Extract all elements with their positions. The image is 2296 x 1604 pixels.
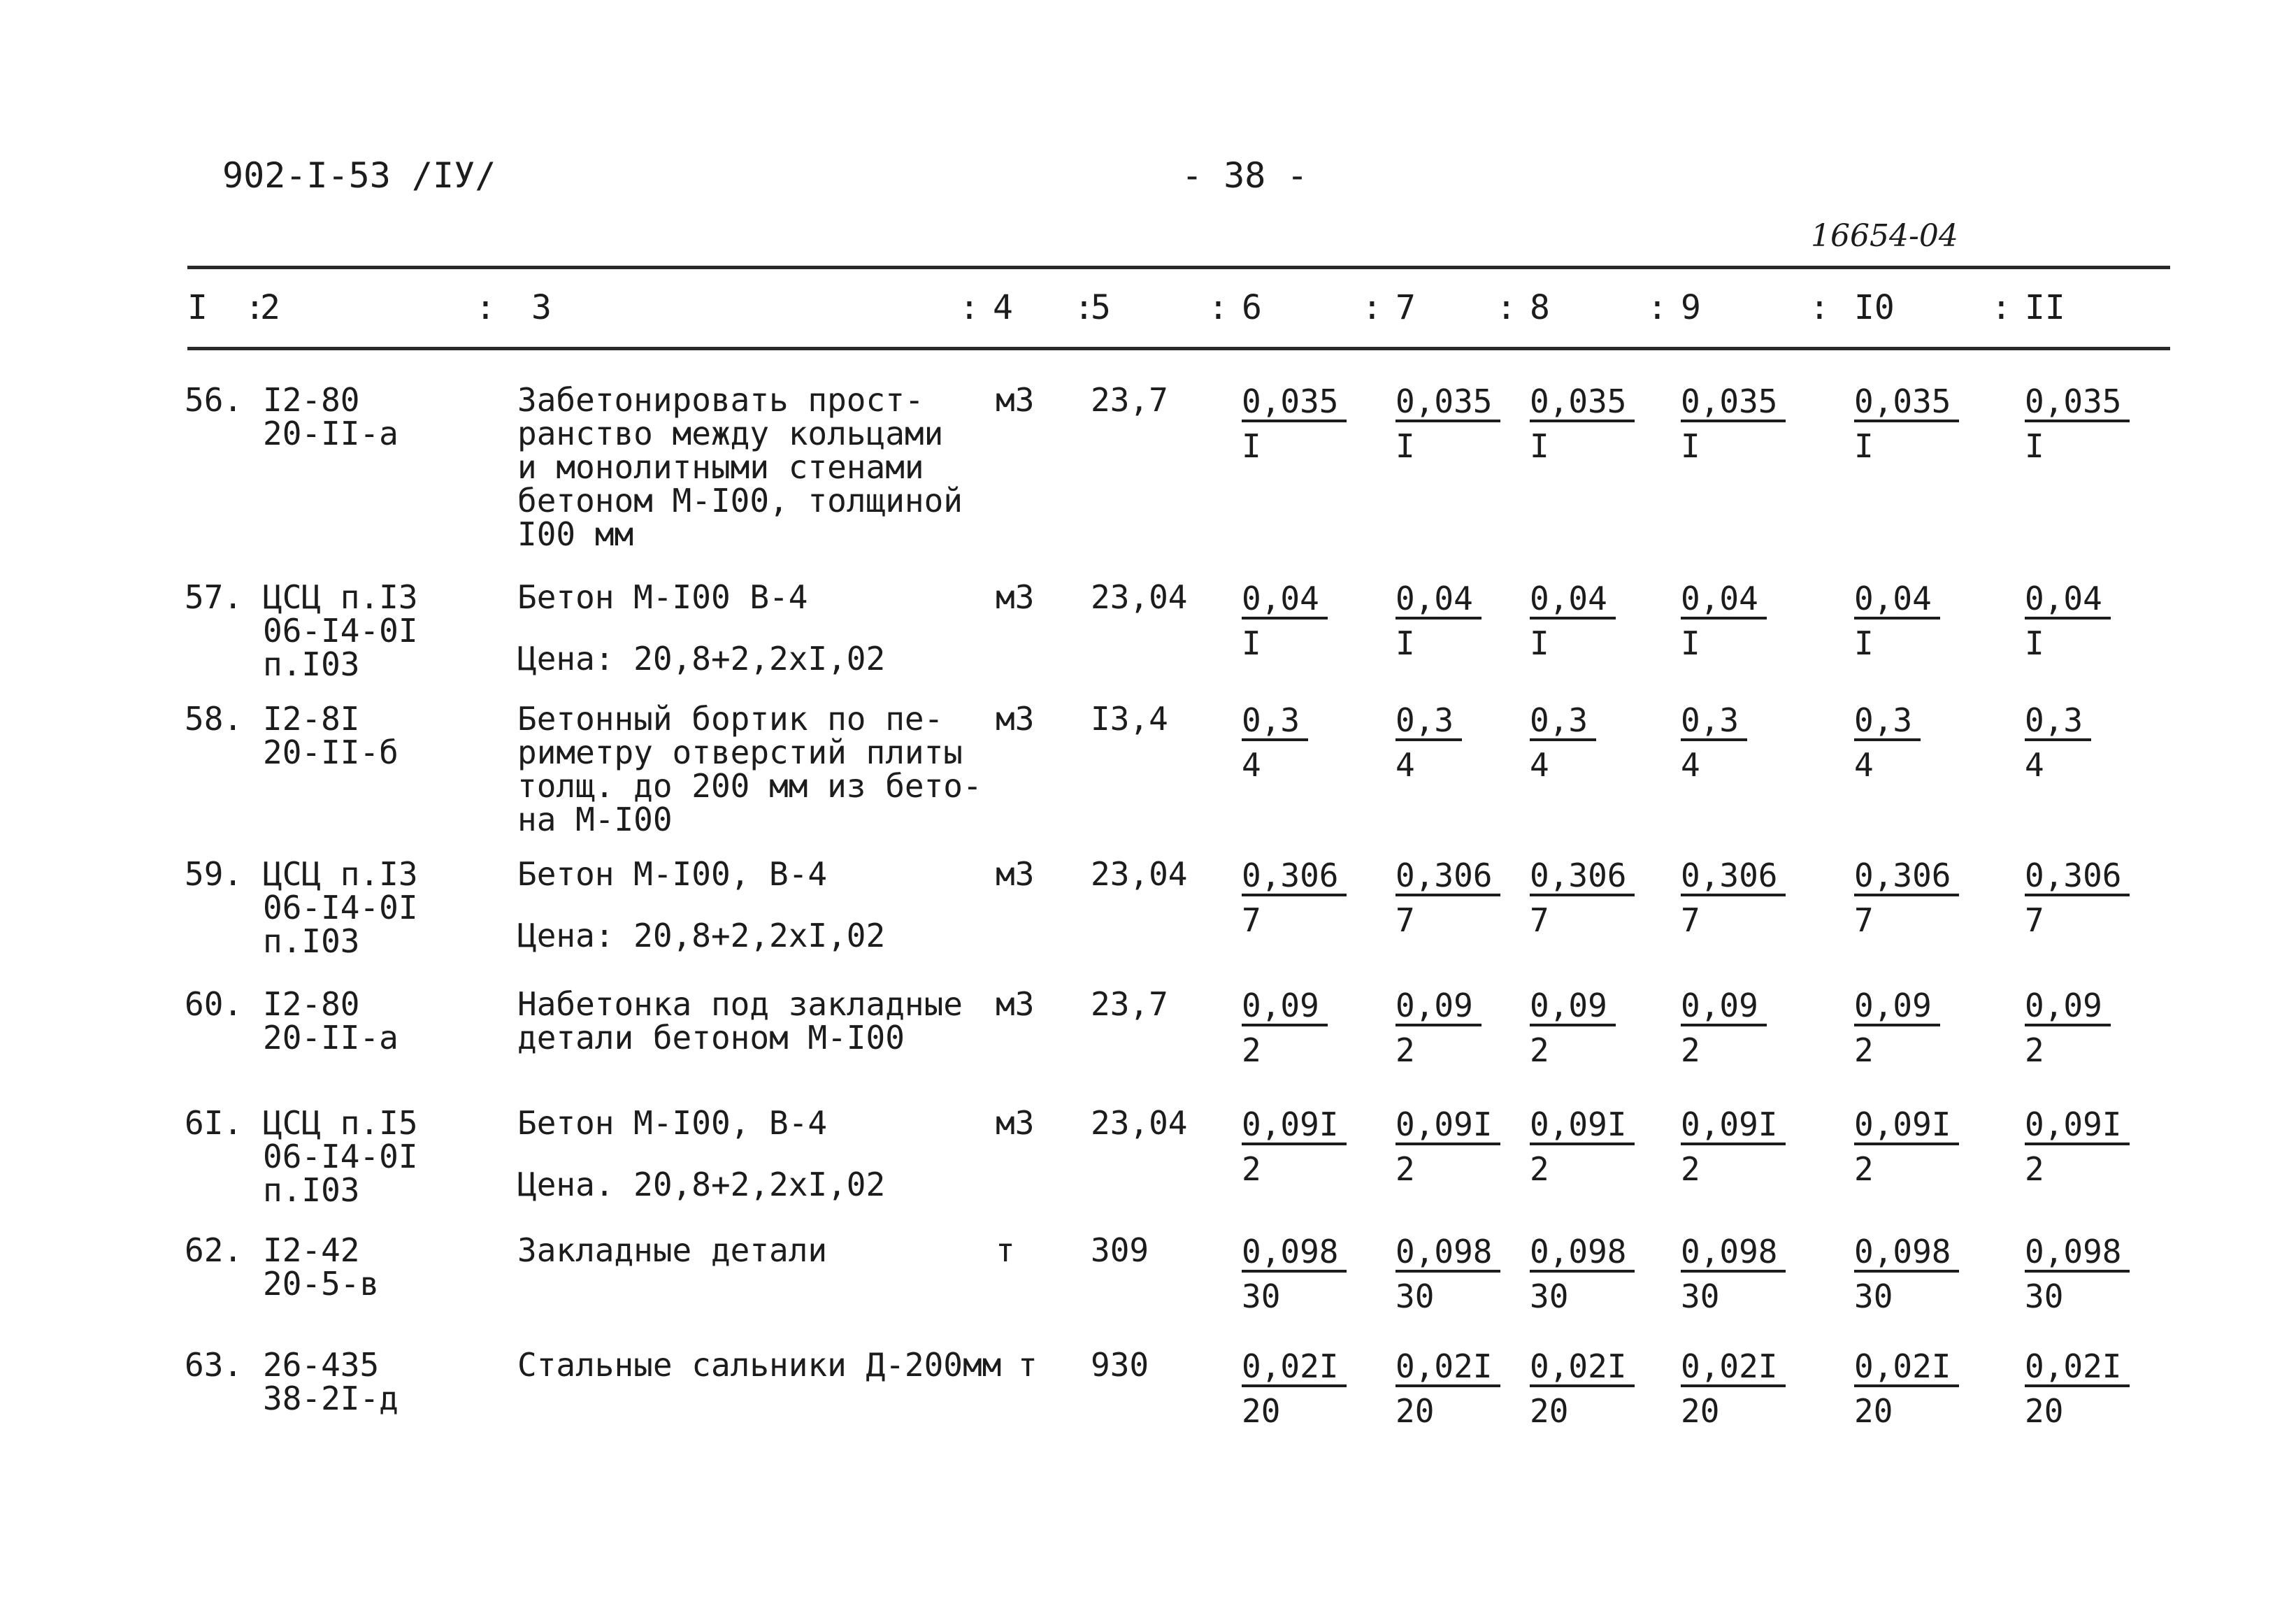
quantity-fraction — [2025, 857, 2130, 938]
row-number: 59. — [185, 855, 243, 893]
description-line: Бетон М-I00, В-4 — [517, 1104, 828, 1142]
fraction-numerator: 0,306 — [2025, 857, 2130, 896]
fraction-numerator: 0,09 — [2025, 987, 2111, 1026]
fraction-numerator: 0,035 — [1854, 383, 1959, 422]
fraction-denominator: I — [1681, 624, 1700, 662]
quantity-fraction — [1681, 580, 1767, 661]
description-line: Стальные сальники Д-200мм — [517, 1346, 1002, 1384]
quantity-fraction — [1854, 383, 1959, 464]
fraction-numerator: 0,02I — [2025, 1348, 2130, 1387]
fraction-denominator: I — [1854, 427, 1874, 465]
fraction-denominator: 20 — [1395, 1392, 1435, 1430]
quantity-fraction — [1854, 1233, 1959, 1315]
quantity-fraction — [1395, 702, 1462, 783]
column-header: 7 — [1395, 288, 1416, 327]
fraction-denominator: 2 — [1681, 1031, 1700, 1069]
fraction-numerator: 0,306 — [1242, 857, 1347, 896]
norm-code-line: 20-II-a — [263, 415, 399, 452]
quantity-fraction — [1530, 1348, 1635, 1429]
quantity-fraction — [1681, 857, 1786, 938]
description-line: Бетон М-I00, В-4 — [517, 855, 828, 893]
price-formula: Цена: 20,8+2,2xI,02 — [517, 917, 886, 954]
fraction-numerator: 0,098 — [1681, 1233, 1786, 1273]
column-separator: : — [475, 288, 496, 327]
quantity-fraction — [1395, 580, 1481, 661]
fraction-denominator: 30 — [1242, 1277, 1281, 1315]
quantity-fraction — [1395, 1233, 1500, 1315]
fraction-numerator: 0,04 — [1530, 580, 1616, 620]
unit-cost: 23,04 — [1091, 1104, 1188, 1142]
unit-of-measure: м3 — [996, 700, 1035, 738]
norm-code — [263, 580, 418, 681]
fraction-denominator: 30 — [1530, 1277, 1569, 1315]
row-number: 6I. — [185, 1104, 243, 1142]
fraction-denominator: 20 — [1854, 1392, 1893, 1430]
fraction-numerator: 0,3 — [1395, 702, 1462, 741]
quantity-fraction — [1681, 383, 1786, 464]
quantity-fraction — [1395, 857, 1500, 938]
fraction-numerator: 0,3 — [1854, 702, 1921, 741]
fraction-numerator: 0,306 — [1530, 857, 1635, 896]
fraction-numerator: 0,04 — [1242, 580, 1328, 620]
quantity-fraction — [1242, 857, 1347, 938]
fraction-numerator: 0,02I — [1242, 1348, 1347, 1387]
norm-code-line: I2-42 — [263, 1231, 360, 1269]
fraction-numerator: 0,09I — [1854, 1106, 1959, 1145]
header-bottom-rule — [187, 347, 2170, 350]
fraction-numerator: 0,035 — [1395, 383, 1500, 422]
fraction-denominator: 4 — [1395, 746, 1415, 784]
fraction-numerator: 0,02I — [1395, 1348, 1500, 1387]
unit-of-measure: м3 — [996, 855, 1035, 893]
norm-code-line: п.I03 — [263, 1171, 360, 1209]
fraction-denominator: 2 — [1530, 1150, 1549, 1188]
fraction-numerator: 0,09I — [2025, 1106, 2130, 1145]
quantity-fraction — [1242, 580, 1328, 661]
quantity-fraction — [1242, 1348, 1347, 1429]
quantity-fraction — [1242, 1233, 1347, 1315]
quantity-fraction — [2025, 702, 2091, 783]
unit-cost: 23,04 — [1091, 578, 1188, 616]
column-header: I — [187, 288, 208, 327]
fraction-numerator: 0,3 — [2025, 702, 2091, 741]
column-separator: : — [1074, 288, 1094, 327]
fraction-denominator: I — [1395, 624, 1415, 662]
fraction-denominator: 30 — [2025, 1277, 2064, 1315]
description-line: Забетонировать прост- — [517, 381, 924, 419]
fraction-numerator: 0,098 — [1395, 1233, 1500, 1273]
fraction-denominator: 2 — [1395, 1031, 1415, 1069]
document-code: 902-I-53 /IУ/ — [222, 155, 496, 196]
fraction-denominator: 2 — [1681, 1150, 1700, 1188]
quantity-fraction — [1854, 702, 1921, 783]
fraction-numerator: 0,098 — [1854, 1233, 1959, 1273]
norm-code-line: ЦСЦ п.I3 — [263, 578, 418, 616]
norm-code — [263, 985, 399, 1057]
norm-code — [263, 1348, 399, 1415]
fraction-numerator: 0,04 — [1681, 580, 1767, 620]
norm-code-line: п.I03 — [263, 922, 360, 960]
norm-code-line: I2-80 — [263, 381, 360, 419]
fraction-numerator: 0,04 — [1395, 580, 1481, 620]
fraction-denominator: 4 — [2025, 746, 2044, 784]
quantity-fraction — [1681, 1106, 1786, 1187]
norm-code-line: п.I03 — [263, 645, 360, 683]
column-header: 3 — [531, 288, 552, 327]
column-separator: : — [1362, 288, 1382, 327]
fraction-numerator: 0,09 — [1242, 987, 1328, 1026]
fraction-denominator: 7 — [1681, 901, 1700, 939]
quantity-fraction — [2025, 1106, 2130, 1187]
fraction-denominator: 7 — [1395, 901, 1415, 939]
norm-code-line: 20-II-б — [263, 733, 399, 771]
fraction-denominator: 30 — [1395, 1277, 1435, 1315]
fraction-numerator: 0,09 — [1854, 987, 1940, 1026]
fraction-numerator: 0,09 — [1395, 987, 1481, 1026]
fraction-numerator: 0,04 — [2025, 580, 2111, 620]
quantity-fraction — [1242, 1106, 1347, 1187]
fraction-denominator: 30 — [1681, 1277, 1720, 1315]
description-line: Бетонный бортик по пе- — [517, 700, 944, 738]
fraction-numerator: 0,098 — [1242, 1233, 1347, 1273]
fraction-denominator: 20 — [1242, 1392, 1281, 1430]
quantity-fraction — [1681, 702, 1747, 783]
work-description — [517, 985, 1049, 1057]
column-header: II — [2025, 288, 2065, 327]
fraction-numerator: 0,09I — [1395, 1106, 1500, 1145]
quantity-fraction — [1242, 987, 1328, 1068]
unit-cost: 930 — [1091, 1346, 1149, 1384]
description-line: Набетонка под закладные — [517, 985, 963, 1023]
quantity-fraction — [1395, 987, 1481, 1068]
work-description — [517, 578, 1049, 678]
fraction-denominator: 2 — [1854, 1031, 1874, 1069]
fraction-denominator: 7 — [1530, 901, 1549, 939]
fraction-denominator: I — [2025, 427, 2044, 465]
description-line: риметру отверстий плиты — [517, 733, 963, 771]
quantity-fraction — [1530, 383, 1635, 464]
quantity-fraction — [1854, 1106, 1959, 1187]
fraction-denominator: 20 — [1530, 1392, 1569, 1430]
quantity-fraction — [1854, 580, 1940, 661]
unit-of-measure: м3 — [996, 578, 1035, 616]
fraction-numerator: 0,09I — [1242, 1106, 1347, 1145]
header-top-rule — [187, 266, 2170, 269]
quantity-fraction — [1530, 580, 1616, 661]
row-number: 57. — [185, 578, 243, 616]
fraction-denominator: I — [1681, 427, 1700, 465]
row-number: 56. — [185, 381, 243, 419]
work-description — [517, 383, 1049, 551]
unit-of-measure: м3 — [996, 381, 1035, 419]
fraction-denominator: 2 — [1242, 1150, 1261, 1188]
quantity-fraction — [2025, 987, 2111, 1068]
fraction-denominator: 2 — [2025, 1031, 2044, 1069]
column-separator: : — [245, 288, 265, 327]
fraction-numerator: 0,306 — [1681, 857, 1786, 896]
norm-code-line: 38-2I-д — [263, 1380, 399, 1417]
row-number: 62. — [185, 1231, 243, 1269]
column-separator: : — [1496, 288, 1516, 327]
description-line: бетоном М-I00, толщиной — [517, 482, 963, 520]
fraction-denominator: I — [1242, 624, 1261, 662]
norm-code-line: 26-435 — [263, 1346, 380, 1384]
norm-code-line: 20-5-в — [263, 1265, 380, 1303]
column-separator: : — [959, 288, 980, 327]
fraction-denominator: 20 — [2025, 1392, 2064, 1430]
quantity-fraction — [1681, 1233, 1786, 1315]
description-line: ранство между кольцами — [517, 415, 944, 452]
fraction-denominator: I — [1530, 427, 1549, 465]
fraction-numerator: 0,09 — [1530, 987, 1616, 1026]
fraction-numerator: 0,09I — [1681, 1106, 1786, 1145]
fraction-denominator: 2 — [1242, 1031, 1261, 1069]
page-number: - 38 - — [1182, 155, 1308, 196]
quantity-fraction — [1242, 702, 1308, 783]
quantity-fraction — [1530, 1233, 1635, 1315]
unit-cost: 23,04 — [1091, 855, 1188, 893]
fraction-denominator: I — [1395, 427, 1415, 465]
fraction-denominator: 7 — [1242, 901, 1261, 939]
fraction-numerator: 0,04 — [1854, 580, 1940, 620]
quantity-fraction — [1854, 857, 1959, 938]
fraction-numerator: 0,098 — [1530, 1233, 1635, 1273]
column-header: I0 — [1854, 288, 1895, 327]
fraction-denominator: 20 — [1681, 1392, 1720, 1430]
fraction-numerator: 0,035 — [1530, 383, 1635, 422]
norm-code-line: I2-80 — [263, 985, 360, 1023]
quantity-fraction — [1681, 1348, 1786, 1429]
quantity-fraction — [2025, 580, 2111, 661]
column-header: 8 — [1530, 288, 1550, 327]
quantity-fraction — [2025, 383, 2130, 464]
quantity-fraction — [1530, 702, 1596, 783]
fraction-denominator: I — [1530, 624, 1549, 662]
unit-cost: 309 — [1091, 1231, 1149, 1269]
work-description — [517, 857, 1049, 952]
unit-of-measure: м3 — [996, 1104, 1035, 1142]
fraction-numerator: 0,306 — [1854, 857, 1959, 896]
column-header: 5 — [1091, 288, 1111, 327]
quantity-fraction — [2025, 1233, 2130, 1315]
quantity-fraction — [1854, 1348, 1959, 1429]
column-header: 6 — [1242, 288, 1262, 327]
quantity-fraction — [1530, 857, 1635, 938]
fraction-numerator: 0,035 — [2025, 383, 2130, 422]
description-line: детали бетоном М-I00 — [517, 1019, 905, 1057]
unit-of-measure: м3 — [996, 985, 1035, 1023]
description-line: I00 мм — [517, 515, 634, 553]
column-separator: : — [1647, 288, 1667, 327]
fraction-numerator: 0,02I — [1854, 1348, 1959, 1387]
row-number: 63. — [185, 1346, 243, 1384]
work-description — [517, 1106, 1049, 1201]
fraction-numerator: 0,098 — [2025, 1233, 2130, 1273]
fraction-denominator: 4 — [1681, 746, 1700, 784]
fraction-numerator: 0,02I — [1530, 1348, 1635, 1387]
fraction-denominator: 2 — [1530, 1031, 1549, 1069]
unit-cost: 23,7 — [1091, 985, 1168, 1023]
description-line: Закладные детали — [517, 1231, 828, 1269]
fraction-numerator: 0,09I — [1530, 1106, 1635, 1145]
unit-of-measure: т — [1018, 1346, 1038, 1384]
description-line: на М-I00 — [517, 801, 673, 838]
quantity-fraction — [1854, 987, 1940, 1068]
column-separator: : — [1208, 288, 1228, 327]
norm-code — [263, 1233, 379, 1301]
norm-code-line: 20-II-a — [263, 1019, 399, 1057]
quantity-fraction — [1395, 383, 1500, 464]
work-description — [517, 702, 1049, 836]
unit-cost: 23,7 — [1091, 381, 1168, 419]
norm-code — [263, 383, 399, 450]
norm-code-line: 06-I4-0I — [263, 1138, 418, 1175]
fraction-denominator: 4 — [1530, 746, 1549, 784]
column-separator: : — [1991, 288, 2011, 327]
fraction-denominator: 2 — [2025, 1150, 2044, 1188]
price-formula: Цена. 20,8+2,2xI,02 — [517, 1166, 886, 1203]
norm-code-line: ЦСЦ п.I5 — [263, 1104, 418, 1142]
fraction-denominator: 4 — [1854, 746, 1874, 784]
description-line: и монолитными стенами — [517, 448, 924, 486]
norm-code — [263, 857, 418, 958]
price-formula: Цена: 20,8+2,2xI,02 — [517, 640, 886, 678]
description-line: Бетон М-I00 В-4 — [517, 578, 808, 616]
column-separator: : — [1809, 288, 1830, 327]
column-header: 4 — [993, 288, 1013, 327]
norm-code-line: 06-I4-0I — [263, 612, 418, 650]
norm-code — [263, 1106, 418, 1207]
norm-code-line: 06-I4-0I — [263, 889, 418, 926]
fraction-numerator: 0,09 — [1681, 987, 1767, 1026]
quantity-fraction — [2025, 1348, 2130, 1429]
fraction-denominator: I — [1242, 427, 1261, 465]
work-description — [517, 1348, 1049, 1382]
fraction-denominator: I — [2025, 624, 2044, 662]
sheet-code: 16654-04 — [1811, 218, 1958, 254]
norm-code — [263, 702, 399, 769]
quantity-fraction — [1395, 1348, 1500, 1429]
work-description — [517, 1233, 1049, 1267]
fraction-numerator: 0,035 — [1242, 383, 1347, 422]
quantity-fraction — [1242, 383, 1347, 464]
quantity-fraction — [1530, 1106, 1635, 1187]
fraction-denominator: 2 — [1854, 1150, 1874, 1188]
fraction-numerator: 0,3 — [1530, 702, 1596, 741]
fraction-numerator: 0,306 — [1395, 857, 1500, 896]
fraction-denominator: 4 — [1242, 746, 1261, 784]
fraction-numerator: 0,035 — [1681, 383, 1786, 422]
norm-code-line: ЦСЦ п.I3 — [263, 855, 418, 893]
fraction-numerator: 0,3 — [1242, 702, 1308, 741]
row-number: 58. — [185, 700, 243, 738]
row-number: 60. — [185, 985, 243, 1023]
unit-cost: I3,4 — [1091, 700, 1168, 738]
fraction-denominator: I — [1854, 624, 1874, 662]
quantity-fraction — [1530, 987, 1616, 1068]
quantity-fraction — [1395, 1106, 1500, 1187]
fraction-numerator: 0,02I — [1681, 1348, 1786, 1387]
column-header: 2 — [260, 288, 280, 327]
fraction-denominator: 30 — [1854, 1277, 1893, 1315]
fraction-numerator: 0,3 — [1681, 702, 1747, 741]
fraction-denominator: 7 — [2025, 901, 2044, 939]
column-header: 9 — [1681, 288, 1701, 327]
unit-of-measure: т — [996, 1231, 1015, 1269]
norm-code-line: I2-8I — [263, 700, 360, 738]
quantity-fraction — [1681, 987, 1767, 1068]
fraction-denominator: 7 — [1854, 901, 1874, 939]
description-line: толщ. до 200 мм из бето- — [517, 767, 982, 805]
fraction-denominator: 2 — [1395, 1150, 1415, 1188]
